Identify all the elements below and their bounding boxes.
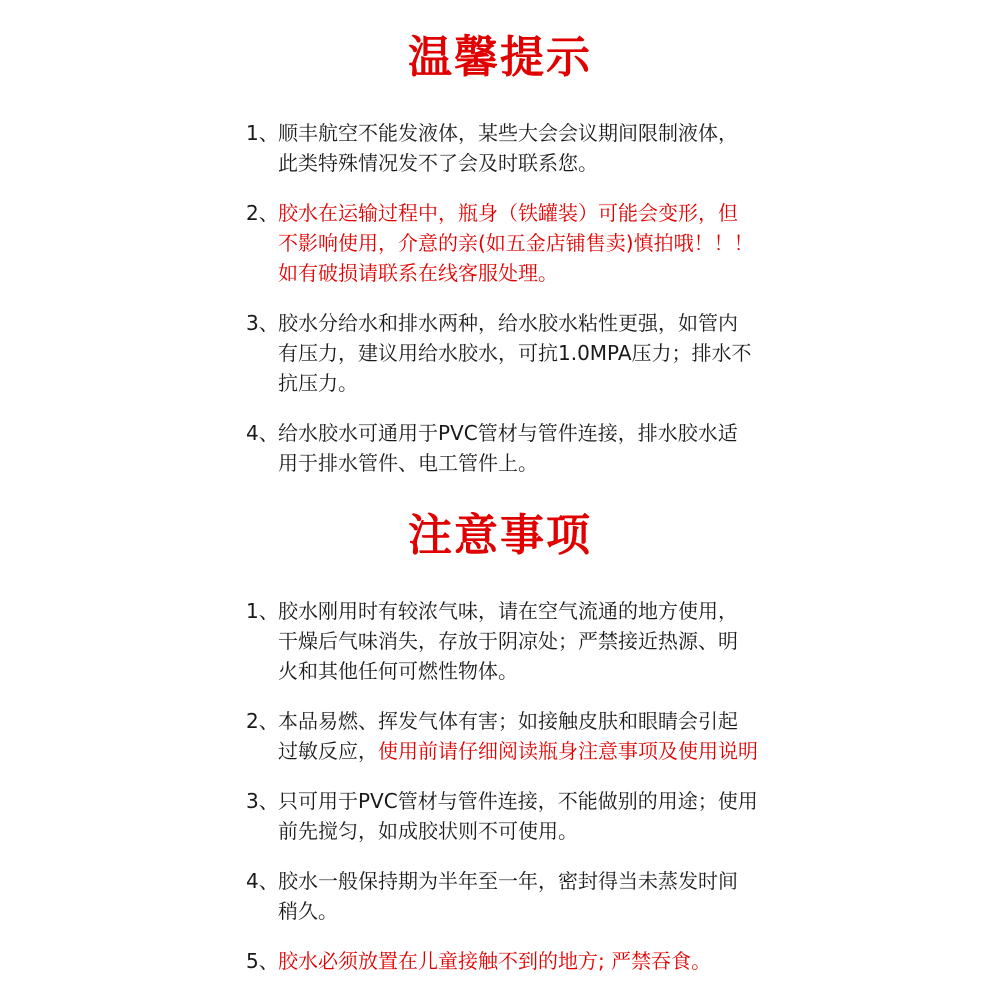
item-number: 4、 — [246, 869, 279, 893]
tips-item-3 — [246, 308, 786, 398]
tips-item-1 — [246, 118, 786, 178]
item-line: 不影响使用，介意的亲(如五金店铺售卖)慎拍哦！！！ — [278, 231, 754, 255]
item-number: 3、 — [246, 789, 279, 813]
item-line: 如有破损请联系在线客服处理。 — [278, 261, 558, 285]
item-line: 胶水必须放置在儿童接触不到的地方; 严禁吞食。 — [278, 949, 712, 973]
item-number: 5、 — [246, 949, 279, 973]
item-line: 稍久。 — [278, 899, 338, 923]
item-line: 此类特殊情况发不了会及时联系您。 — [278, 151, 598, 175]
notes-title: 注意事项 — [408, 510, 592, 561]
item-line: 胶水一般保持期为半年至一年，密封得当未蒸发时间 — [278, 869, 738, 893]
item-line-mixed — [246, 736, 786, 766]
item-number: 3、 — [246, 311, 279, 335]
item-line: 顺丰航空不能发液体，某些大会会议期间限制液体， — [278, 121, 738, 145]
item-line: 前先搅匀，如成胶状则不可使用。 — [278, 819, 578, 843]
item-number: 2、 — [246, 201, 279, 225]
item-line: 有压力，建议用给水胶水，可抗1.0MPA压力；排水不 — [278, 341, 752, 365]
item-line-highlight: 使用前请仔细阅读瓶身注意事项及使用说明 — [378, 739, 758, 763]
item-number: 4、 — [246, 421, 279, 445]
item-number: 2、 — [246, 709, 279, 733]
item-number: 1、 — [246, 599, 279, 623]
item-line: 胶水分给水和排水两种，给水胶水粘性更强，如管内 — [278, 311, 738, 335]
item-line: 抗压力。 — [278, 371, 358, 395]
item-line: 本品易燃、挥发气体有害；如接触皮肤和眼睛会引起 — [278, 709, 738, 733]
tips-item-2 — [246, 198, 786, 288]
notes-item-3 — [246, 786, 786, 846]
notes-item-4 — [246, 866, 786, 926]
notes-item-5 — [246, 946, 786, 976]
tips-title: 温馨提示 — [408, 32, 592, 83]
item-line: 干燥后气味消失，存放于阴凉处；严禁接近热源、明 — [278, 629, 738, 653]
item-line: 只可用于PVC管材与管件连接，不能做别的用途；使用 — [278, 789, 758, 813]
item-line: 胶水刚用时有较浓气味，请在空气流通的地方使用， — [278, 599, 738, 623]
item-line: 给水胶水可通用于PVC管材与管件连接，排水胶水适 — [278, 421, 738, 445]
item-number: 1、 — [246, 121, 279, 145]
item-line: 火和其他任何可燃性物体。 — [278, 659, 518, 683]
notes-item-1 — [246, 596, 786, 686]
notes-item-2 — [246, 706, 786, 766]
tips-item-4 — [246, 418, 786, 478]
item-line-segment: 过敏反应， — [278, 739, 378, 763]
item-line: 用于排水管件、电工管件上。 — [278, 451, 538, 475]
item-line: 胶水在运输过程中，瓶身（铁罐装）可能会变形，但 — [278, 201, 738, 225]
